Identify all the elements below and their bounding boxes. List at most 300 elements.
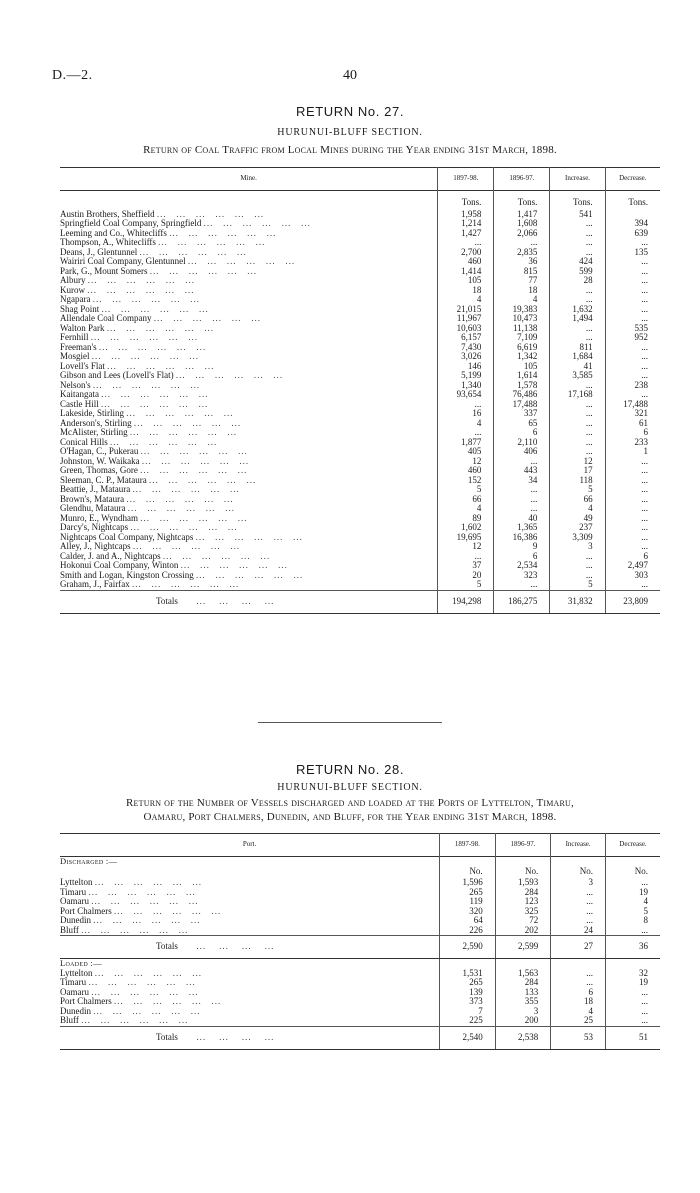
cell-inc: 66 bbox=[550, 495, 605, 505]
cell-inc: ... bbox=[550, 409, 605, 419]
total-y98: 2,540 bbox=[440, 1026, 496, 1049]
cell-dec: 6 bbox=[605, 428, 660, 438]
row-label: Green, Thomas, Gore ... ... ... ... ... ... bbox=[60, 466, 248, 475]
row-label-text: Conical Hills bbox=[60, 437, 108, 447]
cell-y97: 1,342 bbox=[494, 352, 550, 362]
cell-dec: 639 bbox=[605, 229, 660, 239]
cell-dec: 952 bbox=[605, 333, 660, 343]
cell-y97: 9 bbox=[494, 542, 550, 552]
cell-y98: 1,877 bbox=[438, 438, 494, 448]
table-row bbox=[60, 504, 660, 514]
table-row bbox=[60, 457, 660, 467]
cell-dec: ... bbox=[605, 1016, 660, 1026]
cell-y97: 1,614 bbox=[494, 371, 550, 381]
table-row bbox=[60, 514, 660, 524]
totals-label: Totals ... ... ... ... bbox=[60, 590, 438, 613]
totals-row bbox=[60, 936, 660, 959]
column-header-port: Port. bbox=[242, 840, 257, 849]
cell-dec: 238 bbox=[605, 381, 660, 391]
row-label-text: Dunedin bbox=[60, 916, 91, 925]
table-row bbox=[60, 476, 660, 486]
cell-inc: ... bbox=[551, 897, 606, 907]
cell-y98: 7 bbox=[440, 1007, 496, 1017]
row-label: Allendale Coal Company ... ... ... ... ... ... bbox=[60, 314, 261, 323]
cell-y98: 226 bbox=[440, 926, 496, 936]
column-header-decrease: Decrease. bbox=[605, 834, 660, 857]
cell-inc: ... bbox=[550, 419, 605, 429]
cell-y98: ... bbox=[438, 428, 494, 438]
cell-dec: 19 bbox=[605, 888, 660, 898]
cell-y97: 2,066 bbox=[494, 229, 550, 239]
row-label-text: Kurow bbox=[60, 285, 85, 295]
row-label-text: Anderson's, Stirling bbox=[60, 418, 132, 428]
column-header-1896-97: 1896-97. bbox=[495, 834, 551, 857]
table-row bbox=[60, 1016, 660, 1026]
cell-y98: 16 bbox=[438, 409, 494, 419]
row-label-text: Darcy's, Nightcaps bbox=[60, 523, 129, 532]
cell-y98: ... bbox=[438, 552, 494, 562]
table-row bbox=[60, 561, 660, 571]
empty-cell bbox=[605, 857, 660, 867]
row-label-text: McAlister, Stirling bbox=[60, 428, 128, 437]
table-header-row bbox=[60, 168, 660, 191]
row-label-text: Timaru bbox=[60, 887, 87, 897]
table-row bbox=[60, 571, 660, 581]
column-header-increase: Increase. bbox=[551, 834, 606, 857]
cell-y97: 6,619 bbox=[494, 343, 550, 353]
cell-dec: 5 bbox=[605, 907, 660, 917]
total-inc: 27 bbox=[551, 936, 606, 959]
total-dec: 23,809 bbox=[605, 590, 660, 613]
cell-y98: 64 bbox=[440, 916, 496, 926]
row-label: Ngapara ... ... ... ... ... ... bbox=[60, 295, 200, 304]
row-label: McAlister, Stirling ... ... ... ... ... ... bbox=[60, 428, 238, 437]
total-inc: 53 bbox=[551, 1026, 606, 1049]
row-label-text: Park, G., Mount Somers bbox=[60, 266, 148, 276]
cell-dec: 394 bbox=[605, 219, 660, 229]
table-row bbox=[60, 447, 660, 457]
cell-inc: ... bbox=[551, 969, 606, 979]
row-label-text: Lakeside, Stirling bbox=[60, 409, 124, 418]
row-label: Nelson's ... ... ... ... ... ... bbox=[60, 380, 201, 390]
row-label-text: Austin Brothers, Sheffield bbox=[60, 209, 155, 219]
cell-y97: 284 bbox=[495, 978, 551, 988]
row-label: Smith and Logan, Kingston Crossing ... ... ... ... ... ... bbox=[60, 570, 304, 580]
cell-y97: 443 bbox=[494, 466, 550, 476]
row-label-text: Graham, J., Fairfax bbox=[60, 580, 130, 589]
table-row bbox=[60, 276, 660, 286]
cell-dec: 17,488 bbox=[605, 400, 660, 410]
cell-inc: 3 bbox=[550, 542, 605, 552]
cell-y97: 10,473 bbox=[494, 314, 550, 324]
row-label-text: Dunedin bbox=[60, 1006, 91, 1016]
row-label-text: Brown's, Mataura bbox=[60, 494, 125, 504]
table-header-row bbox=[60, 834, 660, 857]
cell-y97: 1,417 bbox=[494, 210, 550, 220]
row-label-text: Freeman's bbox=[60, 342, 97, 352]
table-row bbox=[60, 352, 660, 362]
cell-y98: ... bbox=[438, 400, 494, 410]
table-row bbox=[60, 485, 660, 495]
row-label: Mosgiel ... ... ... ... ... ... bbox=[60, 352, 200, 361]
cell-inc: 3,585 bbox=[550, 371, 605, 381]
cell-y98: 5,199 bbox=[438, 371, 494, 381]
cell-inc: ... bbox=[550, 248, 605, 258]
table-row bbox=[60, 257, 660, 267]
cell-inc: ... bbox=[550, 428, 605, 438]
row-label-text: Mosgiel bbox=[60, 352, 90, 361]
row-label: Oamaru ... ... ... ... ... ... bbox=[60, 987, 199, 997]
return-28-caption-line-2: Oamaru, Port Chalmers, Dunedin, and Bluff, for the Year ending 31st March, 1898. bbox=[143, 811, 557, 823]
table-row bbox=[60, 324, 660, 334]
cell-y98: 11,967 bbox=[438, 314, 494, 324]
return-28-section: HURUNUI-BLUFF SECTION. bbox=[277, 782, 423, 793]
row-label: Gibson and Lees (Lovell's Flat) ... ... ... ... ... ... bbox=[60, 371, 284, 380]
row-label-text: Castle Hill bbox=[60, 399, 99, 409]
row-label-text: Port Chalmers bbox=[60, 997, 112, 1006]
cell-dec: ... bbox=[605, 523, 660, 533]
totals-label: Totals ... ... ... ... bbox=[60, 936, 440, 959]
cell-y97: 6 bbox=[494, 428, 550, 438]
cell-inc: ... bbox=[551, 916, 606, 926]
unit-label: Tons. bbox=[494, 191, 550, 210]
cell-dec: ... bbox=[605, 495, 660, 505]
row-label-text: Thompson, A., Whitecliffs bbox=[60, 238, 156, 247]
unit-label: No. bbox=[551, 867, 606, 879]
cell-y97: 1,593 bbox=[495, 878, 551, 888]
cell-y98: 265 bbox=[440, 888, 496, 898]
row-label: Alley, J., Nightcaps ... ... ... ... ... ... bbox=[60, 542, 241, 551]
cell-y97: 77 bbox=[494, 276, 550, 286]
table-row bbox=[60, 466, 660, 476]
table-row bbox=[60, 916, 660, 926]
row-label-text: Oamaru bbox=[60, 987, 89, 997]
row-label: Austin Brothers, Sheffield ... ... ... ... ... ... bbox=[60, 209, 265, 219]
row-label-text: Walton Park bbox=[60, 323, 105, 333]
cell-dec: 321 bbox=[605, 409, 660, 419]
coal-traffic-table bbox=[60, 167, 660, 614]
cell-y97: 11,138 bbox=[494, 324, 550, 334]
empty-cell bbox=[495, 959, 551, 969]
row-label: Anderson's, Stirling ... ... ... ... ... ... bbox=[60, 418, 242, 428]
cell-inc: ... bbox=[551, 907, 606, 917]
cell-inc: 811 bbox=[550, 343, 605, 353]
cell-inc: 28 bbox=[550, 276, 605, 286]
cell-y97: 123 bbox=[495, 897, 551, 907]
row-label-text: Calder, J. and A., Nightcaps bbox=[60, 551, 161, 561]
cell-y98: 265 bbox=[440, 978, 496, 988]
cell-y98: 66 bbox=[438, 495, 494, 505]
total-y98: 2,590 bbox=[440, 936, 496, 959]
cell-dec: ... bbox=[605, 997, 660, 1007]
cell-dec: ... bbox=[605, 343, 660, 353]
table-row bbox=[60, 219, 660, 229]
table-row bbox=[60, 552, 660, 562]
totals-label-text: Totals bbox=[156, 941, 178, 952]
cell-y97: 19,383 bbox=[494, 305, 550, 315]
cell-y97: 6 bbox=[494, 552, 550, 562]
table-row bbox=[60, 897, 660, 907]
cell-inc: ... bbox=[550, 219, 605, 229]
cell-y98: 19,695 bbox=[438, 533, 494, 543]
cell-dec: 6 bbox=[605, 552, 660, 562]
unit-label: No. bbox=[495, 867, 551, 879]
row-label-text: Beattie, J., Mataura bbox=[60, 485, 131, 494]
row-label: Bluff ... ... ... ... ... ... bbox=[60, 1016, 189, 1025]
cell-inc: 5 bbox=[550, 580, 605, 590]
row-label-text: Bluff bbox=[60, 1016, 79, 1025]
row-label: Lyttelton ... ... ... ... ... ... bbox=[60, 878, 202, 887]
return-28-title: RETURN No. 28. bbox=[295, 762, 405, 777]
cell-dec: ... bbox=[605, 352, 660, 362]
cell-y98: 1,596 bbox=[440, 878, 496, 888]
row-label: Johnston, W. Waikaka ... ... ... ... ... ... bbox=[60, 456, 250, 466]
row-label: Dunedin ... ... ... ... ... ... bbox=[60, 916, 201, 925]
cell-y97: 200 bbox=[495, 1016, 551, 1026]
cell-inc: 18 bbox=[551, 997, 606, 1007]
cell-y97: 7,109 bbox=[494, 333, 550, 343]
cell-dec: 1 bbox=[605, 447, 660, 457]
cell-dec: ... bbox=[605, 390, 660, 400]
table-row bbox=[60, 997, 660, 1007]
cell-inc: 424 bbox=[550, 257, 605, 267]
total-dec: 36 bbox=[605, 936, 660, 959]
row-label: Conical Hills ... ... ... ... ... ... bbox=[60, 437, 218, 447]
cell-dec: ... bbox=[605, 514, 660, 524]
cell-inc: ... bbox=[550, 324, 605, 334]
cell-y98: 460 bbox=[438, 257, 494, 267]
row-label: Deans, J., Glentunnel ... ... ... ... ... ... bbox=[60, 247, 247, 257]
row-label: Hokonui Coal Company, Winton ... ... ... ... ... ... bbox=[60, 561, 288, 570]
row-label-text: Nelson's bbox=[60, 380, 91, 390]
cell-inc: 237 bbox=[550, 523, 605, 533]
row-label-text: Glendhu, Mataura bbox=[60, 504, 126, 513]
cell-y98: 1,414 bbox=[438, 267, 494, 277]
cell-y98: 10,603 bbox=[438, 324, 494, 334]
table-row bbox=[60, 907, 660, 917]
cell-inc: 4 bbox=[550, 504, 605, 514]
cell-dec: ... bbox=[605, 485, 660, 495]
cell-y97: ... bbox=[494, 238, 550, 248]
cell-inc: ... bbox=[551, 978, 606, 988]
cell-y98: 152 bbox=[438, 476, 494, 486]
cell-y97: 72 bbox=[495, 916, 551, 926]
table-row bbox=[60, 390, 660, 400]
cell-dec: ... bbox=[605, 276, 660, 286]
column-header-increase: Increase. bbox=[550, 168, 605, 191]
table-row bbox=[60, 314, 660, 324]
cell-dec: ... bbox=[605, 533, 660, 543]
row-label: Port Chalmers ... ... ... ... ... ... bbox=[60, 997, 222, 1006]
row-label: Graham, J., Fairfax ... ... ... ... ... ... bbox=[60, 580, 240, 589]
cell-y98: 4 bbox=[438, 295, 494, 305]
cell-y97: ... bbox=[494, 485, 550, 495]
cell-inc: 541 bbox=[550, 210, 605, 220]
cell-y98: 93,654 bbox=[438, 390, 494, 400]
row-label-text: Allendale Coal Company bbox=[60, 314, 152, 323]
cell-dec: ... bbox=[605, 286, 660, 296]
row-label: Freeman's ... ... ... ... ... ... bbox=[60, 342, 207, 352]
row-label: Lovell's Flat ... ... ... ... ... ... bbox=[60, 361, 215, 371]
cell-dec: ... bbox=[605, 257, 660, 267]
cell-inc: 17 bbox=[550, 466, 605, 476]
table-row bbox=[60, 978, 660, 988]
cell-y97: 34 bbox=[494, 476, 550, 486]
totals-label-text: Totals bbox=[156, 595, 178, 606]
return-27-caption: Return of Coal Traffic from Local Mines during the Year ending 31st March, 1898. bbox=[143, 144, 557, 156]
return-27-title: RETURN No. 27. bbox=[295, 104, 405, 119]
cell-inc: 118 bbox=[550, 476, 605, 486]
table-row bbox=[60, 438, 660, 448]
row-label: Thompson, A., Whitecliffs ... ... ... ... ... ... bbox=[60, 238, 266, 247]
cell-inc: 49 bbox=[550, 514, 605, 524]
cell-dec: ... bbox=[605, 362, 660, 372]
table-row bbox=[60, 343, 660, 353]
row-label-text: Smith and Logan, Kingston Crossing bbox=[60, 570, 194, 580]
cell-y98: 18 bbox=[438, 286, 494, 296]
cell-y98: 105 bbox=[438, 276, 494, 286]
row-label-text: Ngapara bbox=[60, 295, 91, 304]
cell-dec: 2,497 bbox=[605, 561, 660, 571]
cell-inc: ... bbox=[550, 229, 605, 239]
row-label: Park, G., Mount Somers ... ... ... ... ... ... bbox=[60, 266, 257, 276]
unit-label: Tons. bbox=[550, 191, 605, 210]
cell-y98: 405 bbox=[438, 447, 494, 457]
cell-dec: ... bbox=[605, 295, 660, 305]
column-header-1896-97: 1896-97. bbox=[494, 168, 550, 191]
cell-y98: 139 bbox=[440, 988, 496, 998]
cell-inc: 1,494 bbox=[550, 314, 605, 324]
cell-y98: 89 bbox=[438, 514, 494, 524]
cell-y97: 2,110 bbox=[494, 438, 550, 448]
row-label-text: Lyttelton bbox=[60, 878, 93, 887]
total-y97: 2,599 bbox=[495, 936, 551, 959]
cell-dec: 303 bbox=[605, 571, 660, 581]
cell-y98: 119 bbox=[440, 897, 496, 907]
cell-y98: 1,531 bbox=[440, 969, 496, 979]
row-label: Bluff ... ... ... ... ... ... bbox=[60, 925, 189, 935]
cell-inc: ... bbox=[550, 561, 605, 571]
cell-inc: 41 bbox=[550, 362, 605, 372]
cell-inc: 3 bbox=[551, 878, 606, 888]
cell-inc: ... bbox=[550, 333, 605, 343]
cell-y97: ... bbox=[494, 495, 550, 505]
table-row bbox=[60, 238, 660, 248]
row-label: Dunedin ... ... ... ... ... ... bbox=[60, 1006, 201, 1016]
row-label-text: Lyttelton bbox=[60, 968, 93, 978]
cell-dec: 32 bbox=[605, 969, 660, 979]
table-row bbox=[60, 878, 660, 888]
table-row bbox=[60, 542, 660, 552]
row-label-text: Oamaru bbox=[60, 897, 89, 906]
cell-dec: 8 bbox=[605, 916, 660, 926]
vessels-table bbox=[60, 833, 660, 1050]
row-label-text: Munro, E., Wyndham bbox=[60, 513, 139, 523]
row-label-text: Green, Thomas, Gore bbox=[60, 466, 138, 475]
row-label: Darcy's, Nightcaps ... ... ... ... ... ... bbox=[60, 523, 238, 532]
row-label-text: Bluff bbox=[60, 925, 79, 935]
table-row bbox=[60, 523, 660, 533]
row-label-text: Wairiri Coal Company, Glentunnel bbox=[60, 257, 186, 266]
cell-y98: 5 bbox=[438, 580, 494, 590]
cell-y97: ... bbox=[494, 457, 550, 467]
cell-y97: 1,365 bbox=[494, 523, 550, 533]
total-dec: 51 bbox=[605, 1026, 660, 1049]
cell-y98: 146 bbox=[438, 362, 494, 372]
cell-inc: ... bbox=[550, 438, 605, 448]
row-label-text: Sleeman, C. P., Mataura bbox=[60, 475, 147, 485]
cell-y97: 133 bbox=[495, 988, 551, 998]
cell-dec: 535 bbox=[605, 324, 660, 334]
cell-y97: 325 bbox=[495, 907, 551, 917]
cell-inc: 12 bbox=[550, 457, 605, 467]
empty-cell bbox=[440, 857, 496, 867]
cell-inc: 599 bbox=[550, 267, 605, 277]
totals-row bbox=[60, 1026, 660, 1049]
row-label-text: Deans, J., Glentunnel bbox=[60, 247, 138, 257]
document-code: D.—2. bbox=[52, 68, 93, 83]
cell-y97: 406 bbox=[494, 447, 550, 457]
cell-y98: 20 bbox=[438, 571, 494, 581]
cell-y97: 17,488 bbox=[494, 400, 550, 410]
table-row bbox=[60, 926, 660, 936]
cell-y97: 4 bbox=[494, 295, 550, 305]
cell-y97: 16,386 bbox=[494, 533, 550, 543]
cell-y97: 2,835 bbox=[494, 248, 550, 258]
cell-y97: ... bbox=[494, 580, 550, 590]
row-label-text: Hokonui Coal Company, Winton bbox=[60, 561, 179, 570]
table-row bbox=[60, 295, 660, 305]
cell-y97: 2,534 bbox=[494, 561, 550, 571]
row-label-text: O'Hagan, C., Pukerau bbox=[60, 447, 139, 456]
row-label: Brown's, Mataura ... ... ... ... ... ... bbox=[60, 494, 234, 504]
cell-y98: 37 bbox=[438, 561, 494, 571]
cell-y97: 1,563 bbox=[495, 969, 551, 979]
section-divider bbox=[258, 722, 442, 723]
unit-label: No. bbox=[440, 867, 496, 879]
row-label-text: Timaru bbox=[60, 978, 87, 987]
cell-y97: 18 bbox=[494, 286, 550, 296]
table-row bbox=[60, 888, 660, 898]
column-header-1897-98: 1897-98. bbox=[438, 168, 494, 191]
cell-y97: 1,578 bbox=[494, 381, 550, 391]
table-row bbox=[60, 419, 660, 429]
cell-y98: 5 bbox=[438, 485, 494, 495]
cell-dec: ... bbox=[605, 504, 660, 514]
row-label: Sleeman, C. P., Mataura ... ... ... ... ... ... bbox=[60, 475, 257, 485]
totals-label: Totals ... ... ... ... bbox=[60, 1026, 440, 1049]
row-label: Glendhu, Mataura ... ... ... ... ... ... bbox=[60, 504, 235, 513]
cell-y98: 1,602 bbox=[438, 523, 494, 533]
table-row bbox=[60, 988, 660, 998]
row-label-text: Leeming and Co., Whitecliffs bbox=[60, 228, 167, 238]
table-row bbox=[60, 333, 660, 343]
row-label: Lyttelton ... ... ... ... ... ... bbox=[60, 968, 202, 978]
cell-inc: ... bbox=[550, 447, 605, 457]
units-row bbox=[60, 191, 660, 210]
empty-cell bbox=[440, 959, 496, 969]
totals-row bbox=[60, 590, 660, 613]
row-label: Nightcaps Coal Company, Nightcaps ... ... ... ... ... ... bbox=[60, 532, 303, 542]
table-row bbox=[60, 210, 660, 220]
row-label-text: Albury bbox=[60, 276, 86, 285]
row-label: Walton Park ... ... ... ... ... ... bbox=[60, 323, 215, 333]
cell-dec bbox=[605, 210, 660, 220]
table-row bbox=[60, 1007, 660, 1017]
group-heading-row bbox=[60, 857, 660, 867]
cell-y97: 1,608 bbox=[494, 219, 550, 229]
table-row bbox=[60, 400, 660, 410]
